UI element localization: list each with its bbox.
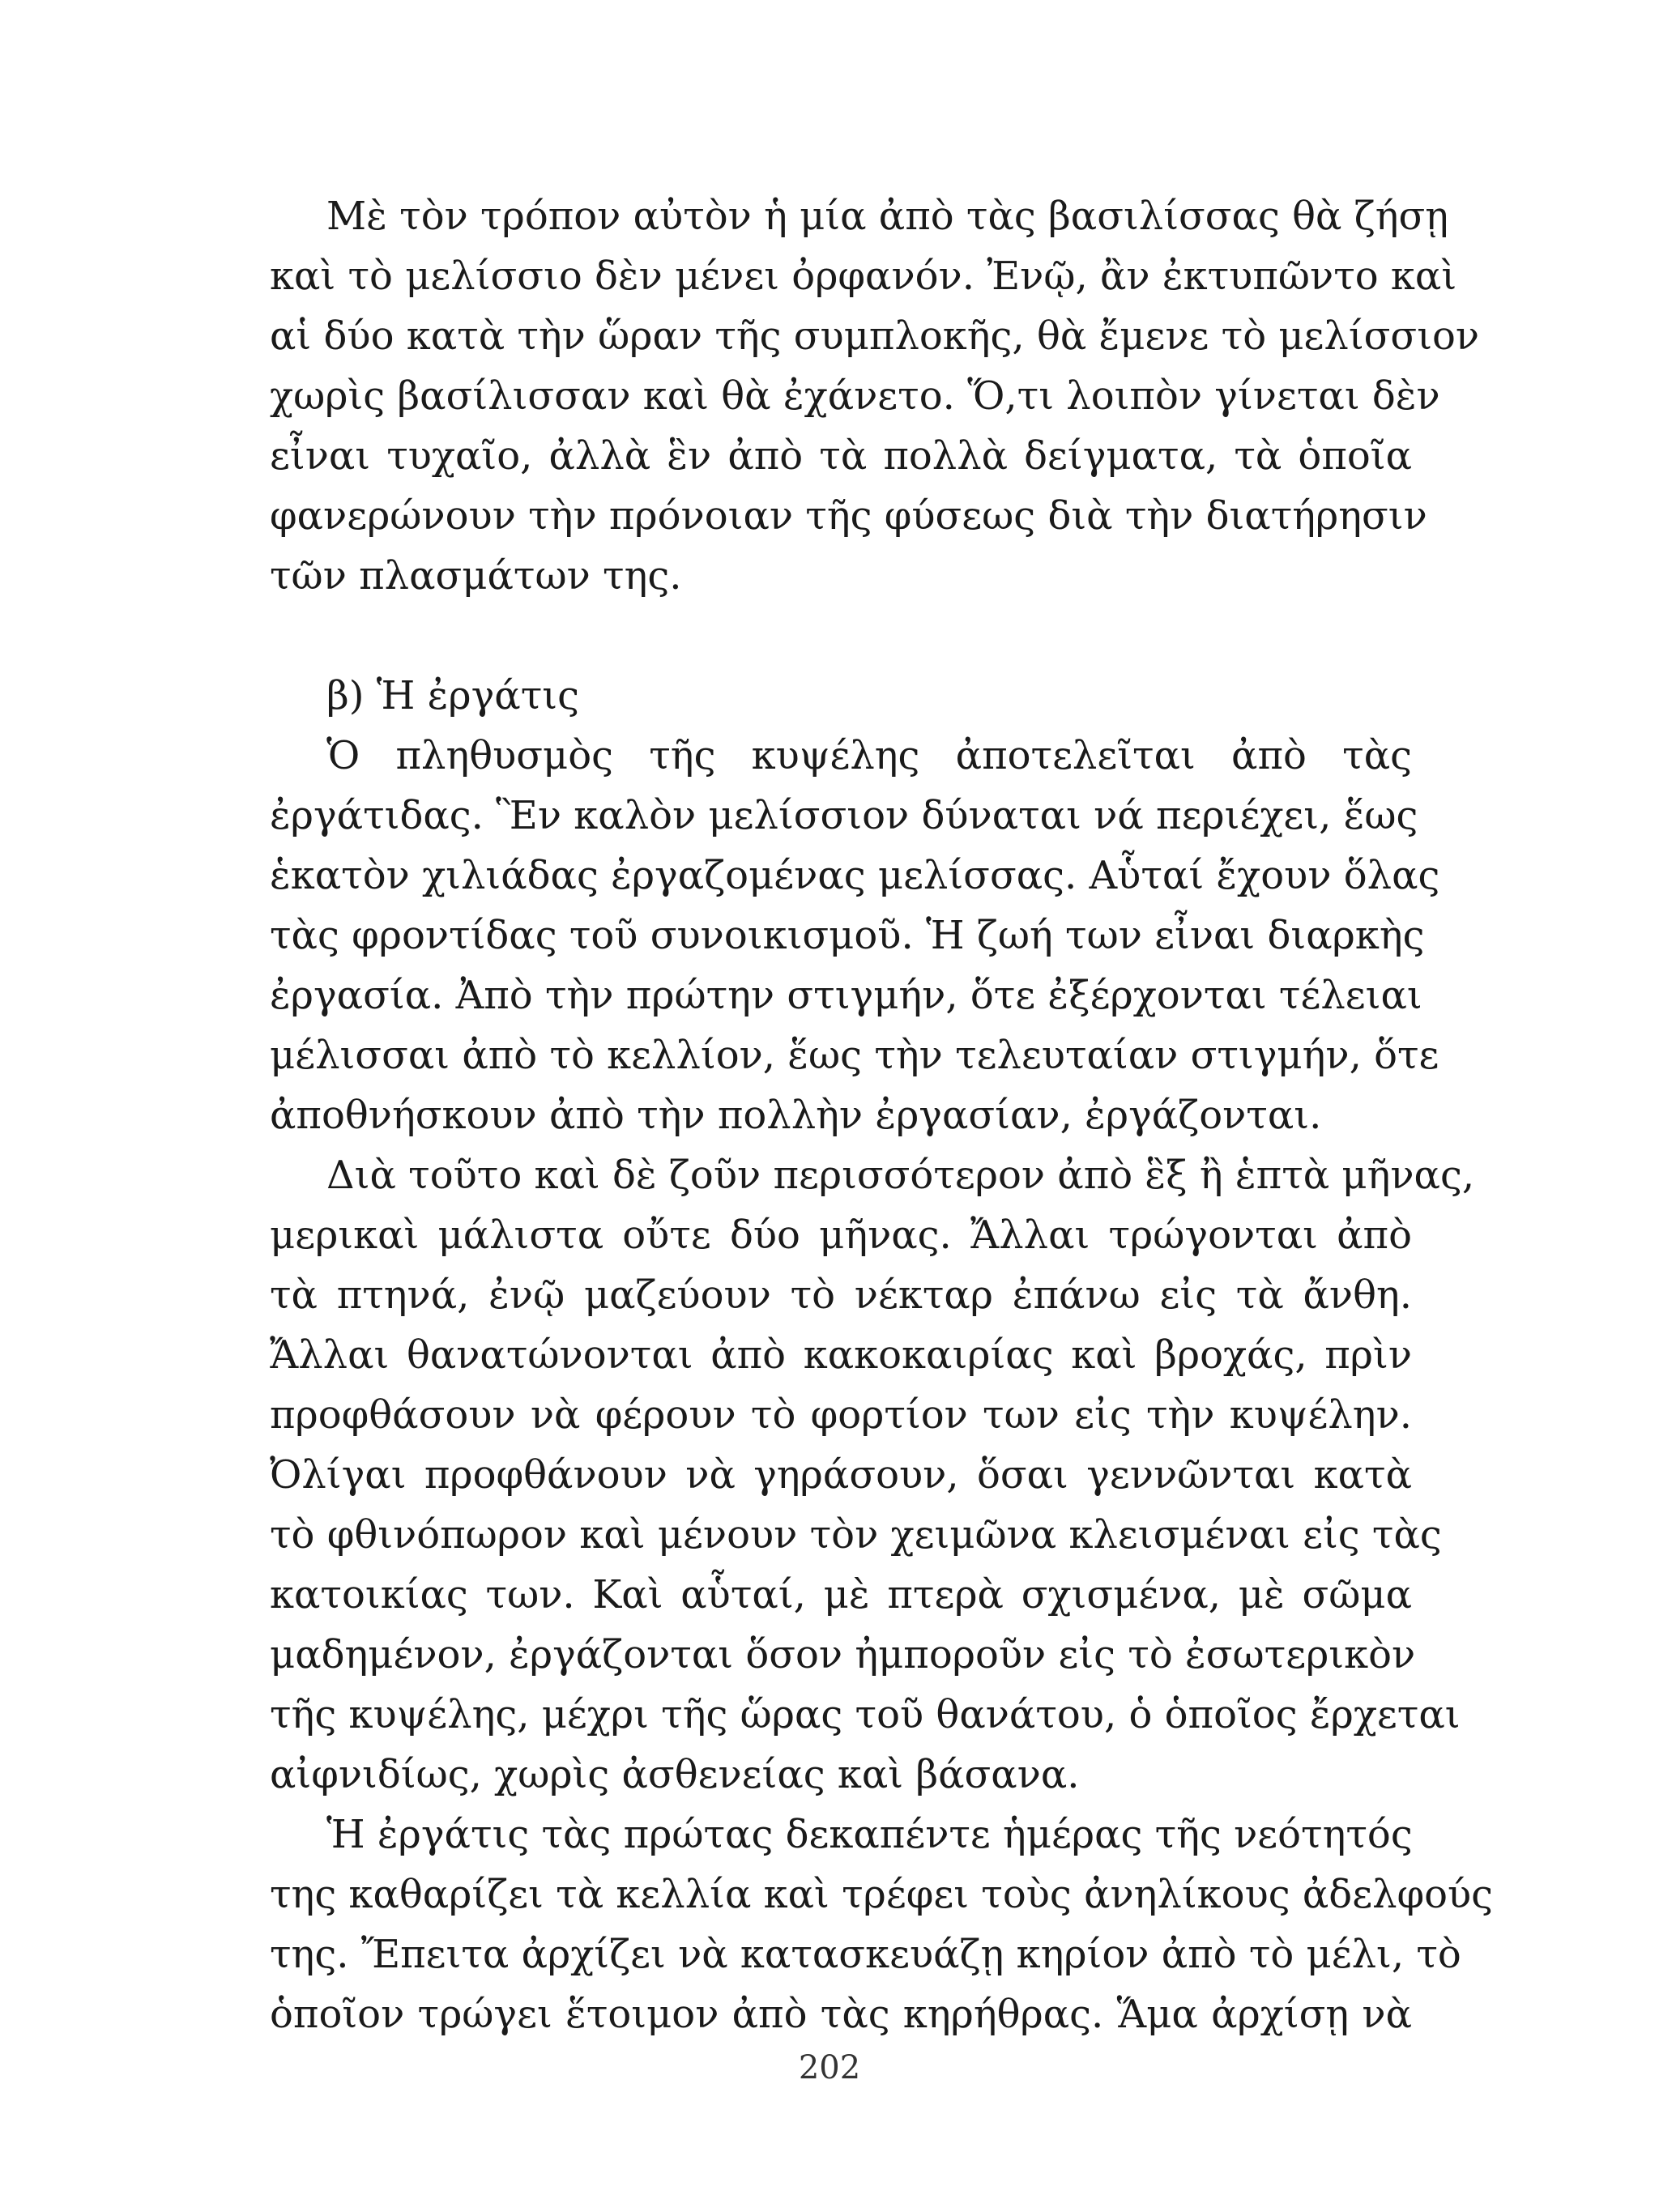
text-line: αἱ δύο κατὰ τὴν ὥραν τῆς συμπλοκῆς, θὰ ἔμενε τὸ μελίσσιον: [270, 313, 1480, 359]
section-heading-text: β) Ἡ ἐργάτις: [326, 673, 579, 718]
text-line: Ἄλλαι θανατώνονται ἀπὸ κακοκαιρίας καὶ βροχάς, πρὶν: [270, 1332, 1412, 1378]
text-line: τὰ πτηνά, ἐνῷ μαζεύουν τὸ νέκταρ ἐπάνω εἰς τὰ ἄνθη.: [270, 1272, 1412, 1318]
text-line: προφθάσουν νὰ φέρουν τὸ φορτίον των εἰς τὴν κυψέλην.: [270, 1392, 1412, 1438]
paragraph-gap: [270, 606, 1412, 666]
text-line: μαδημένον, ἐργάζονται ὅσον ἠμποροῦν εἰς τὸ ἐσωτερικὸν: [270, 1632, 1416, 1677]
text-line: της καθαρίζει τὰ κελλία καὶ τρέφει τοὺς ἀνηλίκους ἀδελφούς: [270, 1872, 1494, 1917]
text-line: αἰφνιδίως, χωρὶς ἀσθενείας καὶ βάσανα.: [270, 1752, 1080, 1797]
text-line: Μὲ τὸν τρόπον αὐτὸν ἡ μία ἀπὸ τὰς βασιλίσσας θὰ ζήσῃ: [326, 194, 1448, 239]
text-line: εἶναι τυχαῖο, ἀλλὰ ἓν ἀπὸ τὰ πολλὰ δείγματα, τὰ ὁποῖα: [270, 433, 1412, 479]
text-line: Ὀλίγαι προφθάνουν νὰ γηράσουν, ὅσαι γεννῶνται κατὰ: [270, 1452, 1412, 1498]
text-line: ἐργάτιδας. Ἓν καλὸν μελίσσιον δύναται νά περιέχει, ἕως: [270, 793, 1418, 838]
text-line: τὸ φθινόπωρον καὶ μένουν τὸν χειμῶνα κλεισμέναι εἰς τὰς: [270, 1512, 1442, 1558]
text-line: κατοικίας των. Καὶ αὗταί, μὲ πτερὰ σχισμένα, μὲ σῶμα: [270, 1572, 1412, 1617]
body-text: [270, 186, 1494, 2044]
text-line: μερικαὶ μάλιστα οὔτε δύο μῆνας. Ἄλλαι τρώγονται ἀπὸ: [270, 1213, 1412, 1258]
paragraph-worker-population: [270, 726, 1440, 1145]
text-line: μέλισσαι ἀπὸ τὸ κελλίον, ἕως τὴν τελευταίαν στιγμήν, ὅτε: [270, 1033, 1439, 1078]
page-number: 202: [798, 2049, 861, 2086]
text-line: Ἡ ἐργάτις τὰς πρώτας δεκαπέντε ἡμέρας τῆς νεότητός: [326, 1812, 1413, 1857]
text-line: Διὰ τοῦτο καὶ δὲ ζοῦν περισσότερον ἀπὸ ἓξ ἢ ἑπτὰ μῆνας,: [326, 1153, 1475, 1198]
text-line: τῆς κυψέλης, μέχρι τῆς ὥρας τοῦ θανάτου, ὁ ὁποῖος ἔρχεται: [270, 1692, 1461, 1737]
text-line: της. Ἔπειτα ἀρχίζει νὰ κατασκευάζῃ κηρίον ἀπὸ τὸ μέλι, τὸ: [270, 1932, 1461, 1977]
text-line: χωρὶς βασίλισσαν καὶ θὰ ἐχάνετο. Ὅ,τι λοιπὸν γίνεται δὲν: [270, 373, 1440, 419]
text-line: τὰς φροντίδας τοῦ συνοικισμοῦ. Ἡ ζωή των εἶναι διαρκὴς: [270, 913, 1425, 958]
text-line: ὁποῖον τρώγει ἕτοιμον ἀπὸ τὰς κηρήθρας. Ἅμα ἀρχίσῃ νὰ: [270, 1992, 1412, 2037]
text-line: φανερώνουν τὴν πρόνοιαν τῆς φύσεως διὰ τὴν διατήρησιν: [270, 493, 1427, 539]
section-heading: [270, 666, 1412, 726]
text-line: τῶν πλασμάτων της.: [270, 553, 682, 599]
paragraph-worker-lifespan: [270, 1145, 1475, 1805]
text-line: ἑκατὸν χιλιάδας ἐργαζομένας μελίσσας. Αὗταί ἔχουν ὅλας: [270, 853, 1440, 898]
text-line: καὶ τὸ μελίσσιο δὲν μένει ὀρφανόν. Ἐνῷ, ἂν ἐκτυπῶντο καὶ: [270, 254, 1457, 299]
paragraph-queen-conclusion: [270, 186, 1480, 606]
text-line: ἀποθνήσκουν ἀπὸ τὴν πολλὴν ἐργασίαν, ἐργάζονται.: [270, 1093, 1322, 1138]
text-line: Ὁ πληθυσμὸς τῆς κυψέλης ἀποτελεῖται ἀπὸ τὰς: [326, 733, 1412, 778]
paragraph-worker-duties: [270, 1805, 1494, 2044]
text-line: ἐργασία. Ἀπὸ τὴν πρώτην στιγμήν, ὅτε ἐξέρχονται τέλειαι: [270, 973, 1422, 1018]
